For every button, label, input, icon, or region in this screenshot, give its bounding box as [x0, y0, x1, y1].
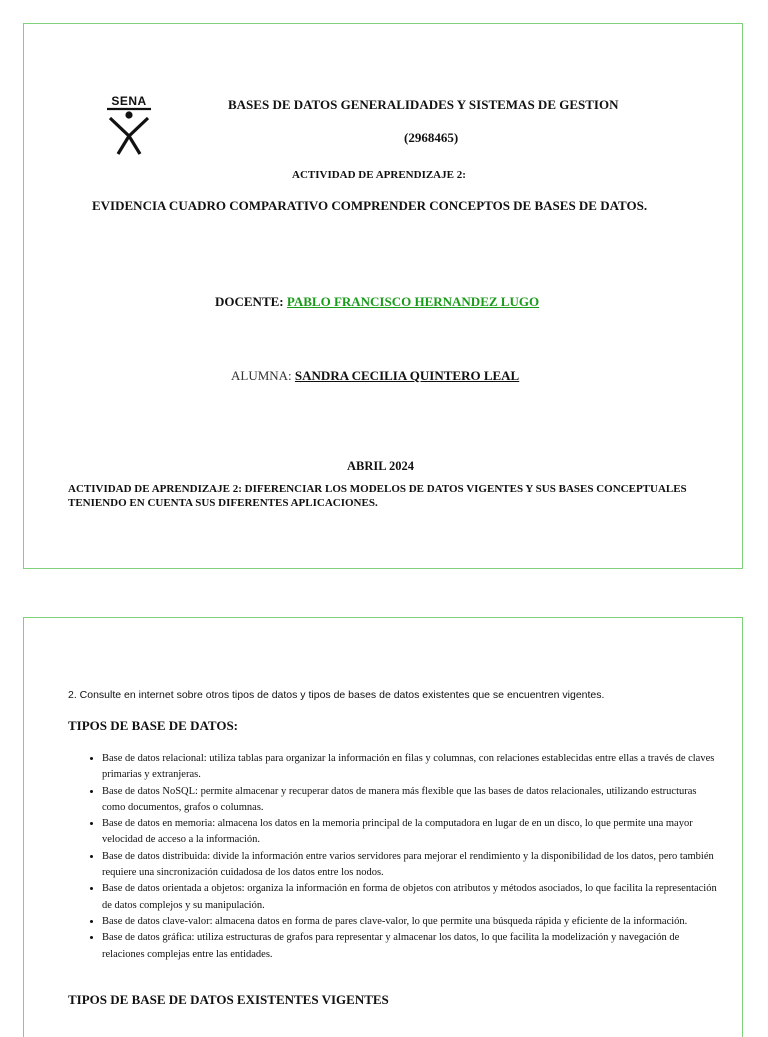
sena-figure-icon — [104, 94, 154, 156]
document-page-1 — [23, 23, 743, 569]
sena-logo-text: SENA — [111, 94, 147, 108]
list-item: • Base de datos gráfica: utiliza estructuras de grafos para representar y almacenar los datos, lo que facilita la modelización y navegación de relaciones complejas entre las entidades. — [102, 930, 718, 963]
types-list — [86, 751, 718, 963]
list-item: • Base de datos NoSQL: permite almacenar y recuperar datos de manera más flexible que las bases de datos relacionales, utilizando estructuras como documentos, grafos o columnas. — [102, 784, 718, 817]
student-line — [231, 368, 519, 384]
list-item: • Base de datos orientada a objetos: organiza la información en forma de objetos con atributos y métodos asociados, lo que facilita la representación de datos complejos y su manipulación. — [102, 881, 718, 914]
activity-description: ACTIVIDAD DE APRENDIZAJE 2: DIFERENCIAR LOS MODELOS DE DATOS VIGENTES Y SUS BASES CONCEPTUALES TENIENDO EN CUENTA SUS DIFERENTES APLICACIONES. — [68, 483, 687, 509]
teacher-name: PABLO FRANCISCO HERNANDEZ LUGO — [286, 294, 540, 309]
course-title: BASES DE DATOS GENERALIDADES Y SISTEMAS DE GESTION — [228, 97, 619, 112]
teacher-label: DOCENTE: — [215, 294, 287, 309]
list-item: • Base de datos clave-valor: almacena datos en forma de pares clave-valor, lo que permite una búsqueda rápida y eficiente de la información. — [102, 914, 718, 930]
list-item: • Base de datos distribuida: divide la información entre varios servidores para mejorar el rendimiento y la disponibilidad de los datos, pero también requiere una sincronización cuidadosa de los datos entre los nodos. — [102, 849, 718, 882]
teacher-line — [215, 294, 539, 310]
list-item: • Base de datos relacional: utiliza tablas para organizar la información en filas y columnas, con relaciones establecidas entre ellas a través de claves primarias y extranjeras. — [102, 751, 718, 784]
existing-types-heading: TIPOS DE BASE DE DATOS EXISTENTES VIGENTES — [68, 992, 389, 1007]
student-label: ALUMNA: — [231, 368, 295, 383]
list-item: • Base de datos en memoria: almacena los datos en la memoria principal de la computadora en lugar de en un disco, lo que permite una mayor velocidad de acceso a la información. — [102, 816, 718, 849]
types-heading: TIPOS DE BASE DE DATOS: — [68, 718, 239, 733]
activity-heading: ACTIVIDAD DE APRENDIZAJE 2: — [292, 169, 466, 181]
document-date: ABRIL 2024 — [347, 459, 415, 473]
student-name: SANDRA CECILIA QUINTERO LEAL — [294, 368, 520, 383]
evidence-title: EVIDENCIA CUADRO COMPARATIVO COMPRENDER CONCEPTOS DE BASES DE DATOS. — [92, 198, 648, 213]
course-code: (2968465) — [404, 130, 459, 145]
question-text: 2. Consulte en internet sobre otros tipos de datos y tipos de bases de datos existentes que se encuentren vigentes. — [68, 689, 605, 701]
document-page-2 — [23, 617, 743, 1037]
sena-logo — [104, 94, 154, 156]
